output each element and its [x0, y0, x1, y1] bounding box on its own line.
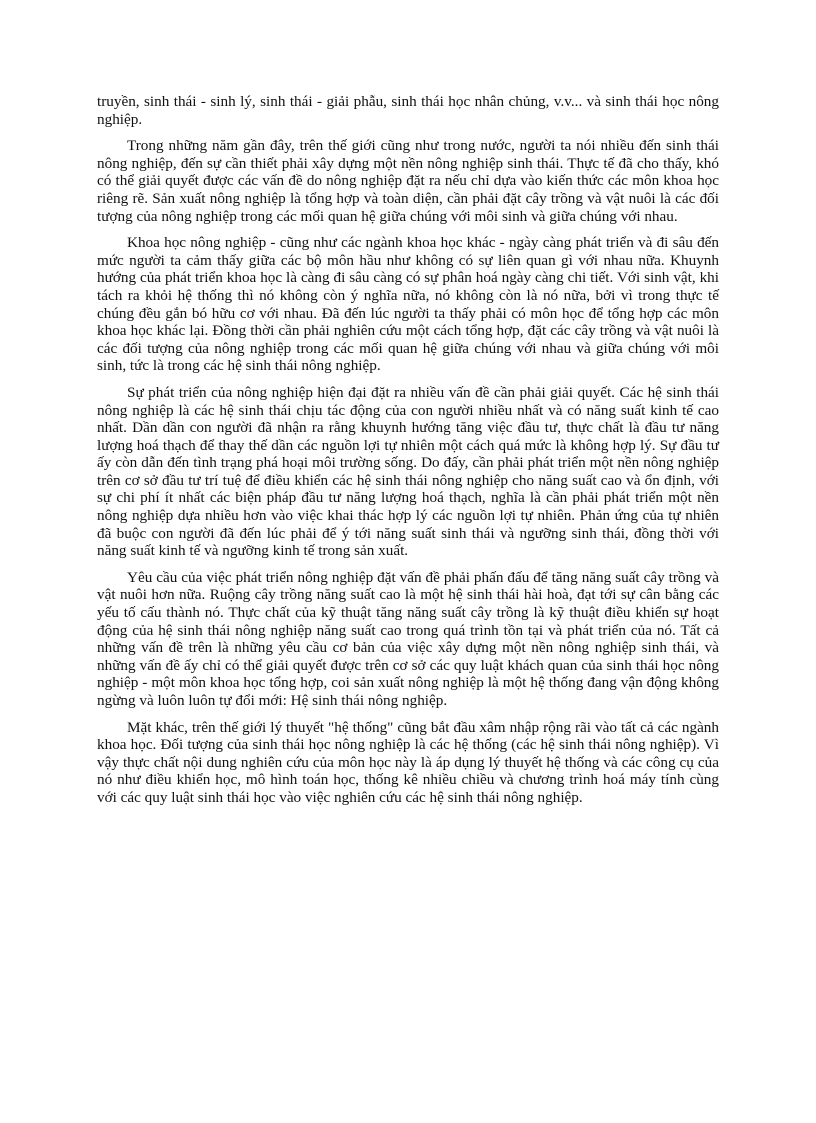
paragraph-3: Khoa học nông nghiệp - cũng như các ngành khoa học khác - ngày càng phát triển và đi sâu đến mức người ta cảm thấy giữa các bộ môn hầu như không có sự liên quan gì với nhau nữa. Khuynh hướng của phát triển khoa học là càng đi sâu càng có sự phân hoá ngày càng chi tiết. Với sinh vật, khi tách ra khỏi hệ thống thì nó không còn ý nghĩa nữa, nó không còn là nó nữa, bởi vì trong thực tế chúng đều gắn bó hữu cơ với nhau. Đã đến lúc người ta thấy phải có môn học để tổng hợp các môn khoa học khác lại. Đồng thời cần phải nghiên cứu một cách tổng hợp, đặt các cây trồng và vật nuôi là các đối tượng của nông nghiệp trong các mối quan hệ giữa chúng với nhau và giữa chúng với môi sinh, tức là trong các hệ sinh thái nông nghiệp.: [97, 234, 719, 375]
paragraph-6: Mặt khác, trên thế giới lý thuyết "hệ thống" cũng bắt đầu xâm nhập rộng rãi vào tất cả các ngành khoa học. Đối tượng của sinh thái học nông nghiệp là các hệ thống (các hệ sinh thái nông nghiệp). Vì vậy thực chất nội dung nghiên cứu của môn học này là áp dụng lý thuyết hệ thống và các công cụ của nó như điều khiển học, mô hình toán học, thống kê nhiều chiều và chương trình hoá máy tính cùng với các quy luật sinh thái học vào việc nghiên cứu các hệ sinh thái nông nghiệp.: [97, 718, 719, 806]
paragraph-4: Sự phát triển của nông nghiệp hiện đại đặt ra nhiều vấn đề cần phải giải quyết. Các hệ sinh thái nông nghiệp là các hệ sinh thái chịu tác động của con người nhiều nhất và có năng suất kinh tế cao nhất. Dần dần con người đã nhận ra rằng khuynh hướng tăng việc đầu tư, thực chất là đầu tư năng lượng hoá thạch để thay thế dần các nguồn lợi tự nhiên một cách quá mức là không hợp lý. Sự đầu tư ấy còn dẫn đến tình trạng phá hoại môi trường sống. Do đấy, cần phải phát triển một nền nông nghiệp trên cơ sở đầu tư trí tuệ để điều khiển các hệ sinh thái nông nghiệp cho năng suất cao và ổn định, với sự chi phí ít nhất các biện pháp đầu tư năng lượng hoá thạch, nghĩa là cần phải phát triển một nền nông nghiệp dựa nhiều hơn vào việc khai thác hợp lý các nguồn lợi tự nhiên. Phản ứng của tự nhiên đã buộc con người đã đến lúc phải để ý tới năng suất sinh thái và ngưỡng sinh thái, đồng thời với năng suất kinh tế và ngưỡng kinh tế trong sản xuất.: [97, 383, 719, 560]
document-page: [97, 93, 719, 816]
paragraph-1: truyền, sinh thái - sinh lý, sinh thái - giải phẫu, sinh thái học nhân chủng, v.v... và sinh thái học nông nghiệp.: [97, 93, 719, 128]
paragraph-5: Yêu cầu của việc phát triển nông nghiệp đặt vấn đề phải phấn đấu để tăng năng suất cây trồng và vật nuôi hơn nữa. Ruộng cây trồng năng suất cao là một hệ sinh thái hài hoà, đạt tới sự cân bằng các yếu tố cấu thành nó. Thực chất của kỹ thuật tăng năng suất cây trồng là kỹ thuật điều khiển sự hoạt động của hệ sinh thái nông nghiệp năng suất cao trong quá trình tồn tại và phát triển của nó. Tất cả những vấn đề trên là những yêu cầu cơ bản của việc xây dựng một nền nông nghiệp sinh thái, và những vấn đề ấy chỉ có thể giải quyết được trên cơ sở các quy luật khách quan của sinh thái học nông nghiệp - một môn khoa học tổng hợp, coi sản xuất nông nghiệp là một hệ thống đang vận động không ngừng và luôn luôn tự đổi mới: Hệ sinh thái nông nghiệp.: [97, 568, 719, 709]
paragraph-2: Trong những năm gần đây, trên thế giới cũng như trong nước, người ta nói nhiều đến sinh thái nông nghiệp, đến sự cần thiết phải xây dựng một nền nông nghiệp sinh thái. Thực tế đã cho thấy, khó có thể giải quyết được các vấn đề do nông nghiệp đặt ra nếu chỉ dựa vào kiến thức các môn khoa học riêng rẽ. Sản xuất nông nghiệp là tổng hợp và toàn diện, cần phải đặt cây trồng và vật nuôi là các đối tượng của nông nghiệp trong các mối quan hệ giữa chúng với môi sinh và giữa chúng với nhau.: [97, 137, 719, 225]
